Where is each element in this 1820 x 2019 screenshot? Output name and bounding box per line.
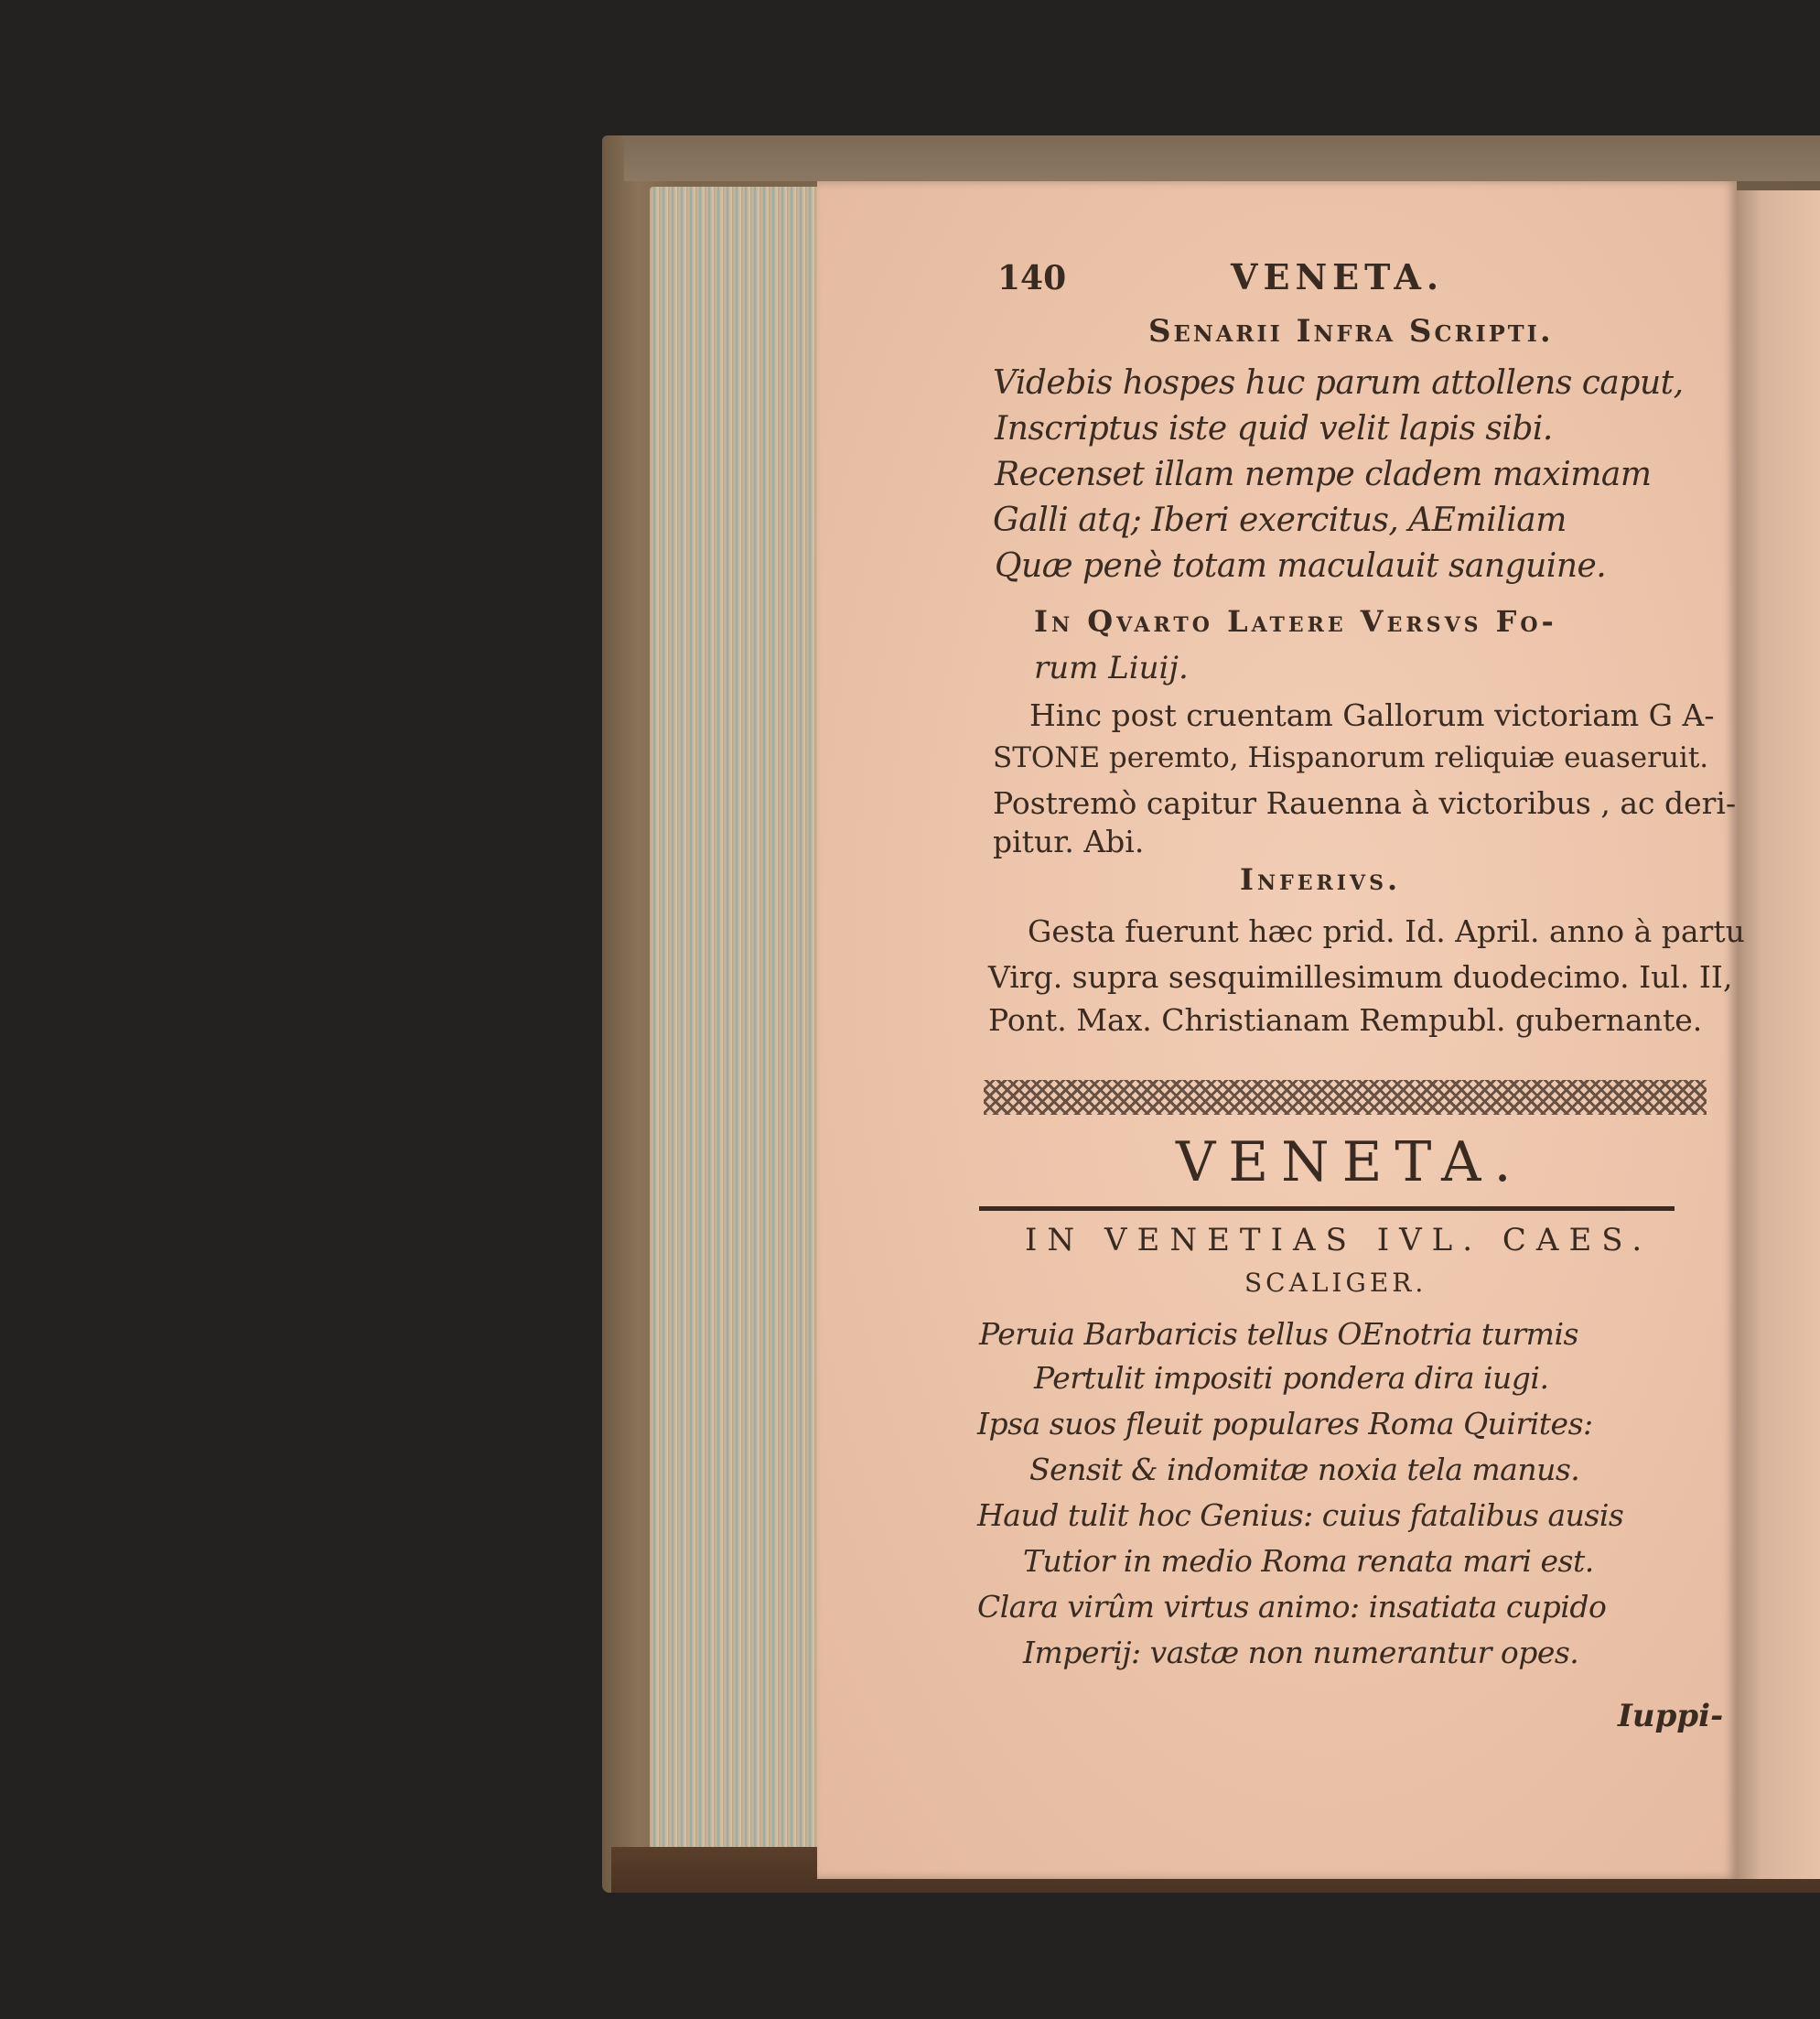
prose-line: Hinc post cruentam Gallorum victoriam G A- xyxy=(1029,697,1715,733)
poem-heading: IN VENETIAS IVL. CAES. xyxy=(1025,1222,1653,1258)
verse-line: Recenset illam nempe cladem maximam xyxy=(995,456,1652,493)
prose-line: Pont. Max. Christianam Rempubl. gubernante. xyxy=(988,1002,1703,1038)
section-heading-continued: rum Liuij. xyxy=(1034,650,1189,686)
verse-line: Videbis hospes huc parum attollens caput, xyxy=(993,364,1684,402)
catchword: Iuppi- xyxy=(1618,1698,1724,1734)
ornamental-border xyxy=(984,1080,1707,1115)
section-title: VENETA. xyxy=(1176,1130,1524,1194)
section-heading: Inferivs. xyxy=(1240,862,1402,897)
book-top-board xyxy=(624,135,1820,181)
facing-page-edge xyxy=(1737,190,1820,1879)
prose-line: STONE peremto, Hispanorum reliquiæ euaseruit. xyxy=(993,741,1709,774)
verse-line: Inscriptus iste quid velit lapis sibi. xyxy=(995,410,1553,448)
section-heading: Senarii Infra Scripti. xyxy=(1148,313,1554,350)
prose-line: Gesta fuerunt hæc prid. Id. April. anno à partu xyxy=(1028,913,1745,949)
prose-line: Virg. supra sesquimillesimum duodecimo. Iul. II, xyxy=(988,959,1733,995)
verse-line: Clara virûm virtus animo: insatiata cupido xyxy=(977,1589,1607,1625)
title-rule xyxy=(979,1206,1675,1211)
page-number: 140 xyxy=(997,259,1067,297)
verse-line: Tutior in medio Roma renata mari est. xyxy=(1023,1543,1594,1579)
verse-line: Pertulit impositi pondera dira iugi. xyxy=(1034,1360,1549,1396)
running-title: VENETA. xyxy=(1231,256,1445,297)
verse-line: Quæ penè totam maculauit sanguine. xyxy=(995,547,1607,585)
verse-line: Galli atq; Iberi exercitus, AEmiliam xyxy=(993,502,1567,539)
verse-line: Peruia Barbaricis tellus OEnotria turmis xyxy=(979,1316,1578,1352)
poem-author: SCALIGER. xyxy=(1244,1268,1427,1298)
verse-line: Sensit & indomitæ noxia tela manus. xyxy=(1029,1452,1580,1487)
verse-line: Imperij: vastæ non numerantur opes. xyxy=(1023,1635,1579,1670)
prose-line: Postremò capitur Rauenna à victoribus , ac deri- xyxy=(993,785,1737,821)
section-heading: In Qvarto Latere Versvs Fo- xyxy=(1034,604,1557,639)
verse-line: Ipsa suos fleuit populares Roma Quirites: xyxy=(977,1406,1593,1441)
page-edges xyxy=(650,187,824,1862)
prose-line: pitur. Abi. xyxy=(993,824,1145,859)
verse-line: Haud tulit hoc Genius: cuius fatalibus ausis xyxy=(977,1497,1624,1533)
